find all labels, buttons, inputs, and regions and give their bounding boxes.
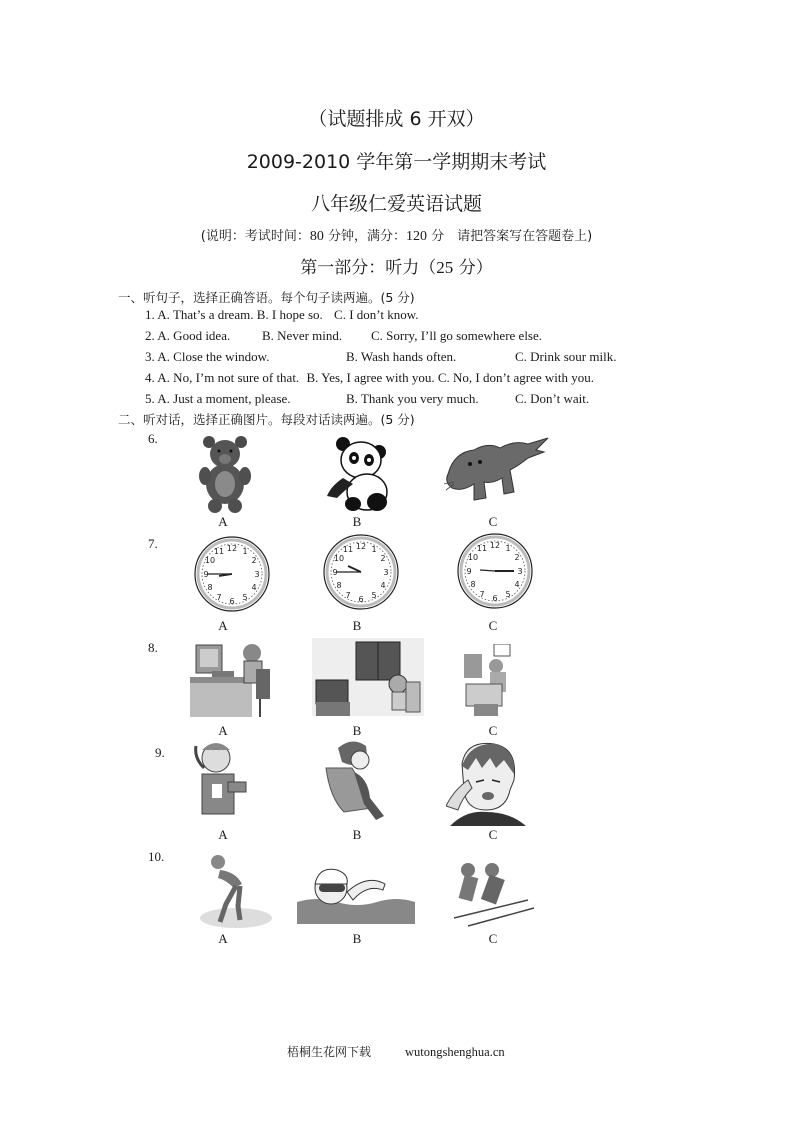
skiers-image [448, 856, 536, 928]
exam-time: 80 [309, 229, 324, 244]
question-3 [145, 349, 269, 365]
svg-text:6: 6 [492, 594, 498, 603]
svg-text:2: 2 [251, 556, 257, 565]
svg-text:8: 8 [207, 583, 213, 592]
svg-text:11: 11 [476, 544, 488, 553]
man-stomachache-image [324, 738, 392, 822]
svg-text:7: 7 [345, 591, 351, 600]
part-title [0, 253, 793, 278]
svg-text:6: 6 [229, 597, 235, 606]
option-c: C. Sorry, I’ll go somewhere else. [371, 328, 543, 343]
layout-note: （试题排成 6 开双） [308, 108, 485, 130]
option-c: C. Don’t wait. [515, 391, 590, 406]
question-5 [145, 391, 291, 407]
svg-text:12: 12 [355, 542, 367, 551]
option-label: C [488, 827, 498, 842]
instructions-suffix: 分 请把答案写在答题卷上) [427, 229, 593, 244]
part-title-suffix: 分） [453, 258, 493, 278]
part-score: 25 [436, 258, 454, 277]
svg-text:2: 2 [380, 554, 386, 563]
svg-text:8: 8 [336, 581, 342, 590]
instructions-mid: 分钟，满分： [323, 229, 406, 244]
boy-cooking-image [462, 644, 518, 716]
svg-text:12: 12 [489, 541, 501, 550]
footer-site-url[interactable]: wutongshenghua.cn [405, 1045, 505, 1059]
question-number: 1. [145, 307, 155, 322]
option-label: C [488, 931, 498, 946]
svg-text:3: 3 [254, 570, 260, 579]
svg-text:10: 10 [467, 553, 479, 562]
subject-title: 八年级仁爱英语试题 [310, 193, 482, 215]
question-number: 5. [145, 391, 155, 406]
question-number: 7. [148, 536, 158, 551]
svg-text:7: 7 [479, 590, 485, 599]
svg-text:5: 5 [242, 593, 248, 602]
svg-text:5: 5 [505, 590, 511, 599]
svg-text:4: 4 [514, 580, 520, 589]
option-label: A [218, 827, 228, 842]
option-label: C [488, 514, 498, 529]
clock-b-image [322, 533, 400, 611]
svg-text:4: 4 [380, 581, 386, 590]
svg-text:9: 9 [466, 567, 472, 576]
clock-a-image [193, 535, 271, 613]
option-a: A. No, I’m not sure of that. [157, 370, 300, 385]
page-footer [287, 1043, 505, 1060]
svg-text:11: 11 [342, 545, 354, 554]
option-b: B. Wash hands often. [346, 349, 457, 364]
panda-image [323, 436, 389, 514]
question-2 [145, 328, 230, 344]
option-b: B. Thank you very much. [346, 391, 479, 406]
question-number: 10. [148, 849, 165, 864]
svg-text:11: 11 [213, 547, 225, 556]
section1-title: 一、听句子，选择正确答语。每个句子读两遍。(5 分) [118, 290, 415, 305]
option-a: A. That’s a dream. [157, 307, 254, 322]
option-a: A. Close the window. [157, 349, 270, 364]
svg-text:1: 1 [371, 545, 377, 554]
option-label: A [218, 618, 228, 633]
svg-text:8: 8 [470, 580, 476, 589]
svg-text:12: 12 [226, 544, 238, 553]
part-title-prefix: 第一部分：听力（ [300, 258, 437, 278]
option-a: A. Good idea. [157, 328, 231, 343]
option-a: A. Just a moment, please. [157, 391, 291, 406]
option-label: B [352, 618, 362, 633]
option-c: C. No, I don’t agree with you. [437, 370, 594, 385]
question-number: 6. [148, 431, 158, 446]
option-label: B [352, 723, 362, 738]
svg-text:3: 3 [383, 568, 389, 577]
option-label: B [352, 514, 362, 529]
full-score: 120 [406, 229, 427, 244]
boy-using-computer-image [190, 641, 280, 717]
question-number: 9. [155, 745, 165, 760]
option-b: B. Yes, I agree with you. [306, 370, 435, 385]
question-number: 3. [145, 349, 155, 364]
svg-text:1: 1 [505, 544, 511, 553]
question-1 [145, 307, 419, 323]
boy-watching-tv-image [312, 638, 424, 716]
option-label: A [218, 514, 228, 529]
teddy-bear-image [197, 434, 253, 514]
svg-text:10: 10 [204, 556, 216, 565]
instructions-prefix: (说明：考试时间： [200, 229, 310, 244]
option-c: C. Drink sour milk. [515, 349, 617, 364]
svg-text:3: 3 [517, 567, 523, 576]
option-label: B [352, 827, 362, 842]
boy-crying-image [446, 740, 526, 826]
option-label: C [488, 618, 498, 633]
svg-text:10: 10 [333, 554, 345, 563]
svg-text:5: 5 [371, 591, 377, 600]
footer-site-name: 梧桐生花网下载 [287, 1045, 372, 1059]
svg-text:7: 7 [216, 593, 222, 602]
option-label: A [218, 723, 228, 738]
svg-text:4: 4 [251, 583, 257, 592]
option-label: C [488, 723, 498, 738]
svg-text:1: 1 [242, 547, 248, 556]
clock-c-image [456, 532, 534, 610]
question-number: 8. [148, 640, 158, 655]
svg-text:2: 2 [514, 553, 520, 562]
question-number: 2. [145, 328, 155, 343]
option-c: C. I don’t know. [334, 307, 419, 322]
option-label: B [352, 931, 362, 946]
section2-title: 二、听对话，选择正确图片。每段对话读两遍。(5 分) [118, 412, 415, 427]
skater-image [196, 852, 274, 932]
option-label: A [218, 931, 228, 946]
question-4 [145, 370, 594, 386]
exam-title: 2009-2010 学年第一学期期末考试 [246, 151, 547, 173]
wolf-image [444, 436, 550, 502]
option-b: B. Never mind. [262, 328, 343, 343]
option-b: B. I hope so. [256, 307, 323, 322]
question-number: 4. [145, 370, 155, 385]
svg-text:9: 9 [332, 568, 338, 577]
svg-text:6: 6 [358, 595, 364, 604]
svg-text:9: 9 [203, 570, 209, 579]
boy-headache-image [184, 738, 256, 824]
swimmer-image [297, 862, 415, 924]
exam-instructions [0, 225, 793, 245]
